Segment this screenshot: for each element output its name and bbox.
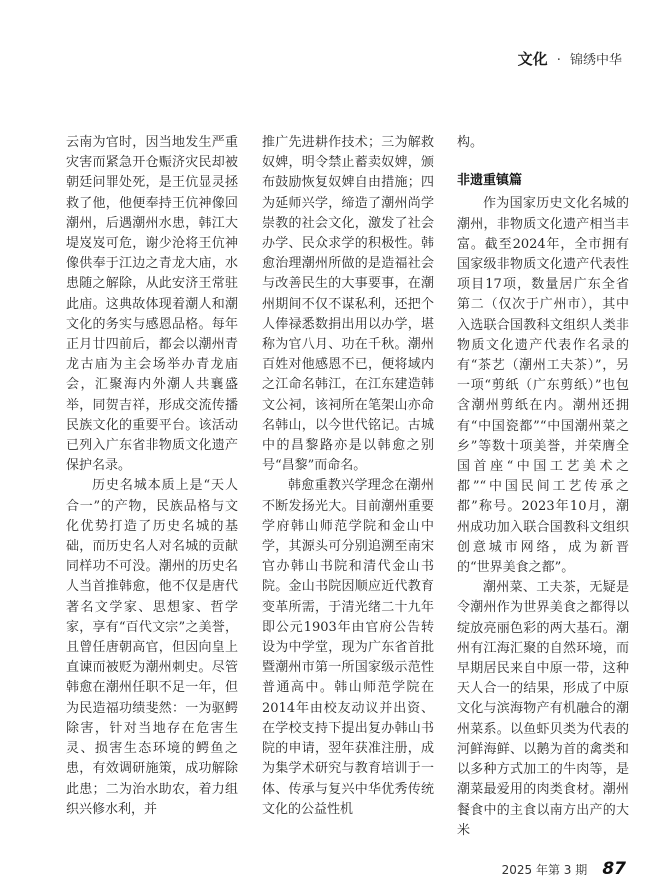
issue-label: 2025 年第 3 期 bbox=[501, 863, 588, 877]
page-footer bbox=[502, 859, 626, 879]
paragraph: 韩愈重教兴学理念在潮州不断发扬光大。目前潮州重要学府韩山师范学院和金山中学，其源头可分别追溯至南宋官办韩山书院和清代金山书院。金山书院因顺应近代教育变革所需，于清光绪二十九年即公元1903年由官府公告转设为中学堂，现为广东省首批暨潮州市第一所国家级示范性普通高中。韩山师范学院在2014年由校友动议并出资、在学校支持下提出复办韩山书院的申请，翌年获准注册，成为集学术研究与教育培训于一体、传承与复兴中华优秀传统文化的公益性机 bbox=[262, 478, 434, 817]
header-separator: · bbox=[556, 53, 561, 68]
paragraph: 构。 bbox=[457, 135, 484, 150]
text-column-1 bbox=[66, 133, 238, 820]
paragraph: 作为国家历史文化名城的潮州，非物质文化遗产相当丰富。截至2024年，全市拥有国家级非物质文化遗产代表性项目17项，数量居广东全省第二（仅次于广州市），其中入选联合国教科文组织人类非物质文化遗产代表作名录的有“茶艺（潮州工夫茶）”，另一项“剪纸（广东剪纸）”也包含潮州剪纸在内。潮州还拥有“中国瓷都”“中国潮州菜之乡”等数十项美誉，并荣膺全国首座“中国工艺美术之都”“中国民间工艺传承之都”称号。2023年10月，潮州成功加入联合国教科文组织创意城市网络，成为新晋的“世界美食之都”。 bbox=[457, 196, 629, 576]
section-title: 文化 bbox=[517, 50, 548, 68]
paragraph: 云南为官时，因当地发生严重灾害而紧急开仓赈济灾民却被朝廷问罪处死，是王伉显灵拯救了他，他便奉持王伉神像回潮州，后遇潮州水患，韩江大堤岌岌可危，谢少沧将王伉神像供奉于江边之青龙大庙，水患随之解除，从此安济王常驻此庙。这典故体现着潮人和潮文化的务实与感恩品格。每年正月廿四前后，都会以潮州青龙古庙为主会场举办青龙庙会，汇聚海内外潮人共襄盛举，同贺吉祥，形成交流传播民族文化的重要平台。该活动已列入广东省非物质文化遗产保护名录。 bbox=[66, 135, 238, 474]
page-number: 87 bbox=[602, 859, 626, 879]
section-subheading: 非遗重镇篇 bbox=[457, 173, 523, 189]
paragraph: 推广先进耕作技术；三为解救奴婢，明令禁止蓄卖奴婢，颁布鼓励恢复奴婢自由措施；四为延师兴学，缔造了潮州尚学崇教的社会文化，激发了社会办学、民众求学的积极性。韩愈治理潮州所做的是造福社会与改善民生的大事要事，在潮州期间不仅不谋私利，还把个人俸禄悉数捐出用以办学，堪称为官八月、功在千秋。潮州百姓对他感恩不已，便将域内之江命名韩江，在江东建造韩文公祠，该祠所在笔架山亦命名韩山，以今世代铭记。古城中的昌黎路亦是以韩愈之别号“昌黎”而命名。 bbox=[262, 135, 434, 474]
text-column-2 bbox=[262, 133, 434, 820]
paragraph: 历史名城本质上是“天人合一”的产物，民族品格与文化优势打造了历史名城的基础，而历史名人对名城的贡献同样功不可没。潮州的历史名人当首推韩愈，他不仅是唐代著名文学家、思想家、哲学家，享有“百代文宗”之美誉，且曾任唐朝高官，但因向皇上直谏而被贬为潮州刺史。尽管韩愈在潮州任职不足一年，但为民造福功绩斐然：一为驱鳄除害，针对当地存在危害生灵、损害生态环境的鳄鱼之患，有效调研施策，成功解除此患；二为治水助农，着力组织兴修水利，并 bbox=[66, 478, 238, 817]
page-header bbox=[518, 48, 622, 69]
text-column-3 bbox=[457, 133, 629, 841]
paragraph: 潮州菜、工夫茶，无疑是令潮州作为世界美食之都得以绽放亮丽色彩的两大基石。潮州有江海汇聚的自然环境，而早期居民来自中原一带，这种天人合一的结果，形成了中原文化与滨海物产有机融合的潮州菜系。以鱼虾贝类为代表的河鲜海鲜、以鹅为首的禽类和以多种方式加工的牛肉等，是潮菜最爱用的肉类食材。潮州餐食中的主食以南方出产的大米 bbox=[457, 580, 629, 838]
section-subtitle: 锦绣中华 bbox=[569, 53, 622, 68]
